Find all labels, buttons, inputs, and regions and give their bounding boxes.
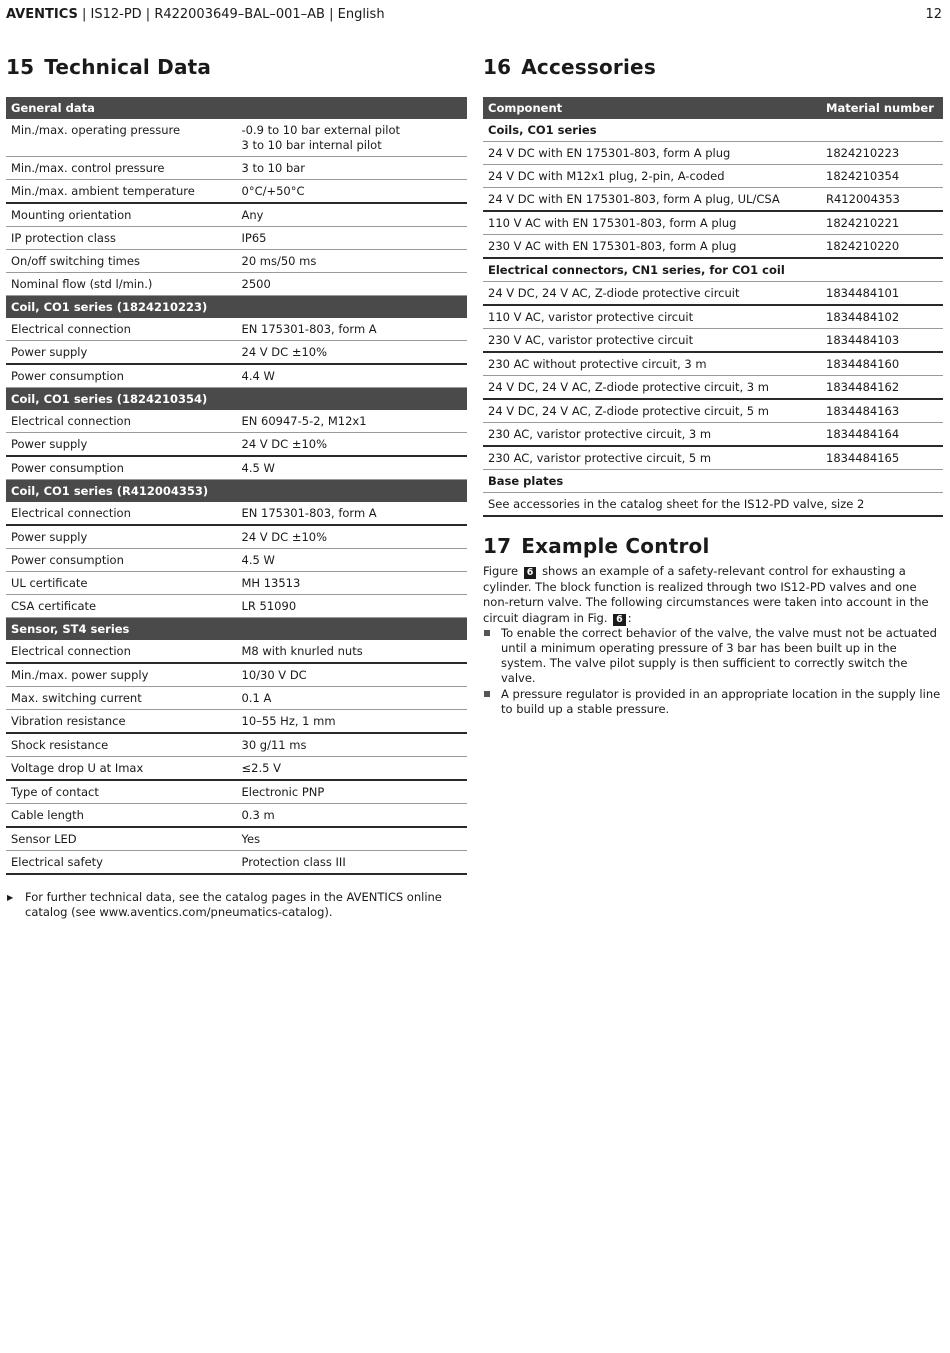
figure-reference-badge: 6 [613,614,626,626]
section-number: 16 [483,55,512,79]
table-row: Power consumption 4.5 W [6,456,467,480]
accessories-table [483,97,943,517]
table-row: 24 V DC, 24 V AC, Z-diode protective circuit, 5 m 1834484163 [483,399,943,423]
note-text: For further technical data, see the catalog pages in the AVENTICS online catalog (see www.aventics.com/pneumatics-catalog). [25,890,442,919]
table-row: See accessories in the catalog sheet for the IS12-PD valve, size 2 [483,493,943,517]
table-row: Type of contact Electronic PNP [6,780,467,804]
table-group-header: Coil, CO1 series (1824210223) [6,295,467,318]
table-group-header: Coil, CO1 series (R412004353) [6,480,467,503]
table-group-header: Coil, CO1 series (1824210354) [6,387,467,410]
section-number: 17 [483,534,512,558]
table-row: 24 V DC with M12x1 plug, 2-pin, A-coded 1824210354 [483,165,943,188]
triangle-bullet-icon: ▶ [7,893,14,902]
section-title-accessories [483,55,656,79]
table-row: Power supply 24 V DC ±10% [6,340,467,364]
further-data-note [6,890,471,920]
table-row: Power supply 24 V DC ±10% [6,433,467,457]
table-row: Power consumption 4.4 W [6,364,467,388]
table-row: Electrical connection EN 175301-803, form A [6,318,467,341]
table-row: UL certificate MH 13513 [6,572,467,595]
column-header-component: Component [483,97,821,119]
table-group-header: Base plates [483,470,943,493]
square-bullet-icon [484,691,490,697]
section-number: 15 [6,55,35,79]
page-header [6,7,942,25]
table-row: Power supply 24 V DC ±10% [6,525,467,549]
table-row: Electrical connection EN 60947-5-2, M12x1 [6,410,467,433]
section-heading: Example Control [521,534,710,558]
table-row: Power consumption 4.5 W [6,549,467,572]
table-row: 110 V AC, varistor protective circuit 1834484102 [483,305,943,329]
table-row: 24 V DC with EN 175301-803, form A plug 1824210223 [483,142,943,165]
brand-name: AVENTICS [6,7,78,22]
table-row: Max. switching current 0.1 A [6,687,467,710]
table-row: 110 V AC with EN 175301-803, form A plug 1824210221 [483,211,943,235]
table-row: Mounting orientation Any [6,203,467,227]
table-row: Electrical connection EN 175301-803, form A [6,502,467,525]
table-row: Vibration resistance 10–55 Hz, 1 mm [6,710,467,734]
table-group-header: General data [6,97,467,119]
table-row: Shock resistance 30 g/11 ms [6,733,467,757]
table-row: Min./max. control pressure 3 to 10 bar [6,156,467,179]
table-row: Min./max. operating pressure -0.9 to 10 bar external pilot 3 to 10 bar internal pilot [6,119,467,156]
table-row: On/off switching times 20 ms/50 ms [6,249,467,272]
circumstances-list [483,626,943,718]
table-row: Sensor LED Yes [6,827,467,851]
table-row: Min./max. ambient temperature 0°C/+50°C [6,179,467,203]
table-row: Voltage drop U at Imax ≤2.5 V [6,757,467,781]
table-row: 230 V AC, varistor protective circuit 1834484103 [483,329,943,353]
table-row: 230 AC, varistor protective circuit, 5 m 1834484165 [483,446,943,470]
table-row: Electrical connection M8 with knurled nuts [6,640,467,663]
table-row: IP protection class IP65 [6,226,467,249]
list-item: A pressure regulator is provided in an appropriate location in the supply line to build up a stable pressure. [483,687,943,717]
table-row: 24 V DC with EN 175301-803, form A plug, UL/CSA R412004353 [483,188,943,212]
table-row: CSA certificate LR 51090 [6,595,467,618]
table-header-row [483,97,943,119]
technical-data-table [6,97,467,875]
table-row: 24 V DC, 24 V AC, Z-diode protective circuit, 3 m 1834484162 [483,376,943,400]
table-group-header: Sensor, ST4 series [6,618,467,641]
table-row: 230 AC without protective circuit, 3 m 1834484160 [483,352,943,376]
square-bullet-icon [484,630,490,636]
table-row: Nominal flow (std l/min.) 2500 [6,272,467,295]
table-group-header: Electrical connectors, CN1 series, for CO1 coil [483,258,943,282]
section-heading: Accessories [521,55,656,79]
section-heading: Technical Data [44,55,212,79]
table-row: Cable length 0.3 m [6,804,467,828]
table-row: 230 AC, varistor protective circuit, 3 m 1834484164 [483,423,943,447]
document-id: | IS12-PD | R422003649–BAL–001–AB | English [77,7,385,22]
table-row: Min./max. power supply 10/30 V DC [6,663,467,687]
table-row: Electrical safety Protection class III [6,851,467,875]
section-title-example-control [483,534,710,558]
page-number: 12 [925,7,942,22]
list-item: To enable the correct behavior of the valve, the valve must not be actuated until a minimum operating pressure of 3 bar has been built up in the system. The valve pilot supply is then sufficient to correctly switch the valve. [483,626,943,686]
section-title-technical-data [6,55,211,79]
figure-reference-badge: 6 [524,567,537,579]
column-header-material: Material number [821,97,943,119]
example-paragraph: Figure 6 shows an example of a safety-relevant control for exhausting a cylinder. The block function is realized through two IS12-PD valves and one non-return valve. The following circumstances were taken into account in the circuit diagram in Fig. 6 : [483,564,929,625]
table-row: 24 V DC, 24 V AC, Z-diode protective circuit 1834484101 [483,282,943,306]
table-row: 230 V AC with EN 175301-803, form A plug 1824210220 [483,235,943,259]
table-group-header: Coils, CO1 series [483,119,943,142]
